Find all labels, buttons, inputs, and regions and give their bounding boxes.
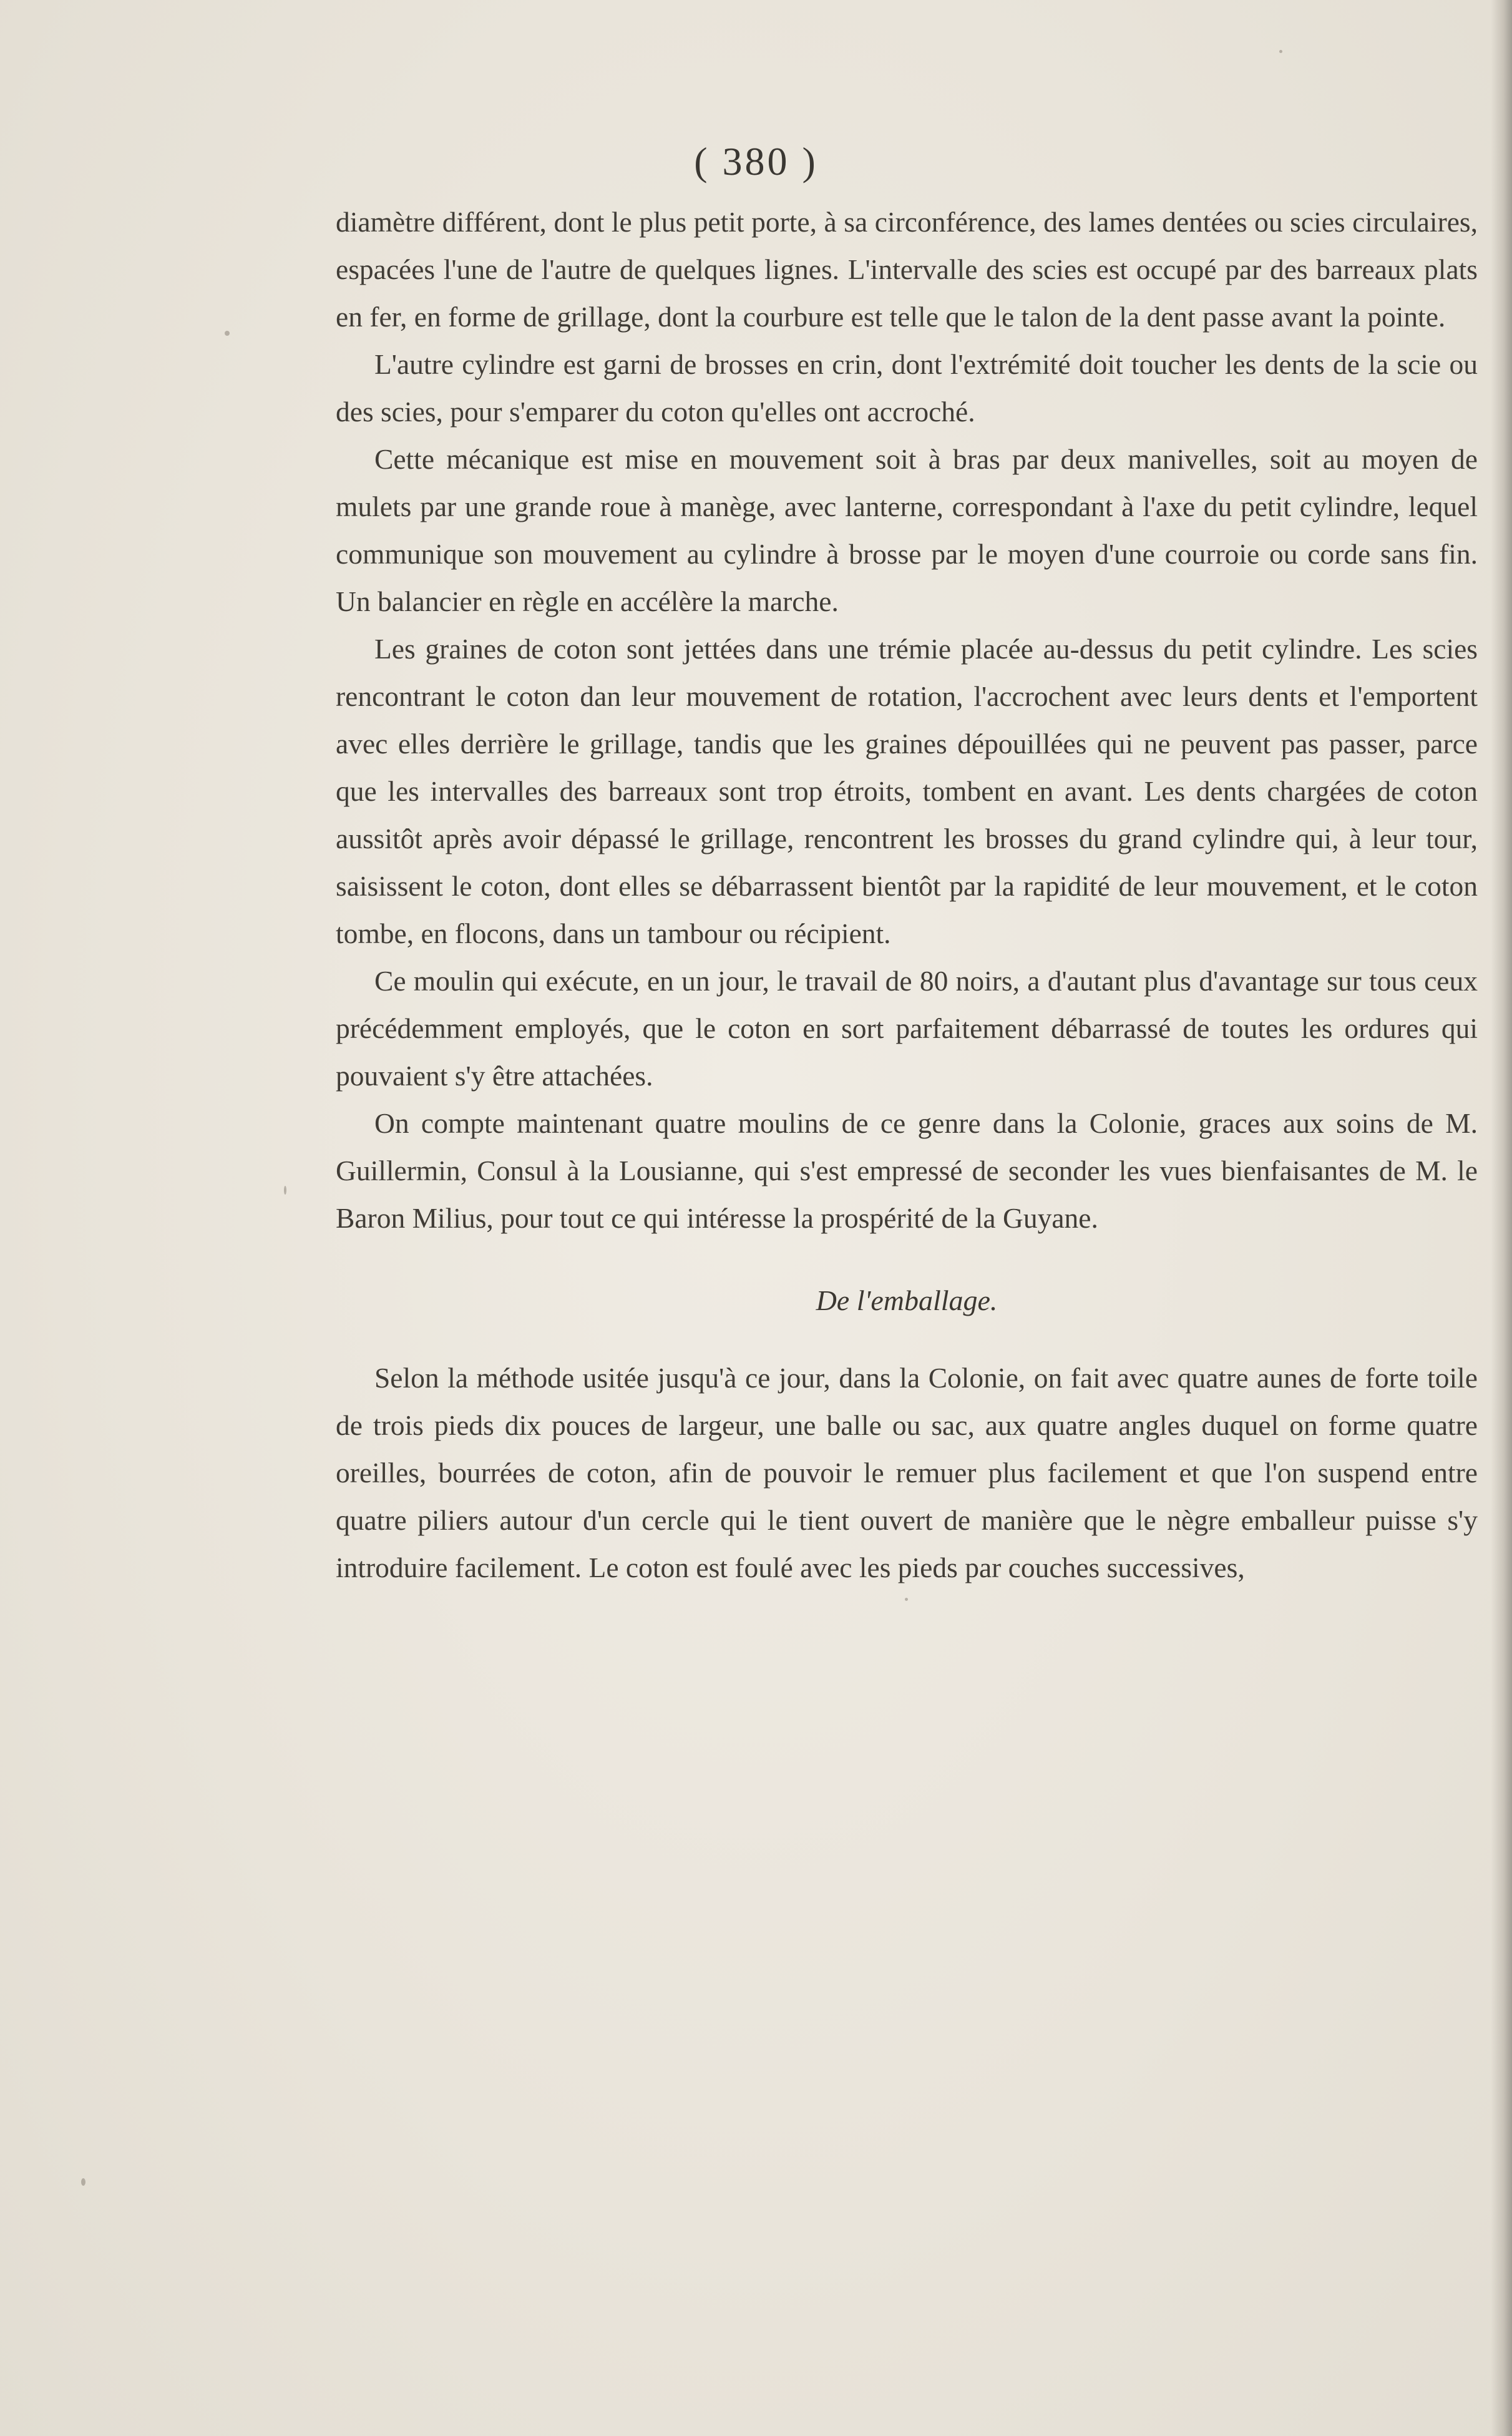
page-gutter-shadow: [1491, 0, 1512, 2436]
paragraph-2: L'autre cylindre est garni de brosses en crin, dont l'extrémité doit toucher les dents de la scie ou des scies, pour s'emparer du coton qu'elles ont accroché.: [336, 348, 1478, 428]
paragraph-3: Cette mécanique est mise en mouvement soit à bras par deux manivelles, soit au moyen de mulets par une grande roue à manège, avec lanterne, correspondant à l'axe du petit cylindre, lequel communique son mouvement au cylindre à brosse par le moyen d'une courroie ou corde sans fin. Un balancier en règle en accélère la marche.: [336, 443, 1478, 617]
paper-speck: [81, 2178, 85, 2186]
paragraph-1: diamètre différent, dont le plus petit porte, à sa circonférence, des lames dentées ou scies circulaires, espacées l'une de l'autre de quelques lignes. L'intervalle des scies est occupé par des barreaux plats en fer, en forme de grillage, dont la courbure est telle que le talon de la dent passe avant la pointe.: [336, 206, 1478, 333]
paper-speck: [225, 331, 230, 336]
body-text: [336, 198, 1478, 1592]
paper-speck: [905, 1598, 908, 1601]
paragraph-4: Les graines de coton sont jettées dans une trémie placée au-dessus du petit cylindre. Les scies rencontrant le coton dan leur mouvement de rotation, l'accrochent avec leurs dents et l'emportent avec elles derrière le grillage, tandis que les graines dépouillées qui ne peuvent pas passer, parce que les intervalles des barreaux sont trop étroits, tombent en avant. Les dents chargées de coton aussitôt après avoir dépassé le grillage, rencontrent les brosses du grand cylindre qui, à leur tour, saisissent le coton, dont elles se débarrassent bientôt par la rapidité de leur mouvement, et le coton tombe, en flocons, dans un tambour ou récipient.: [336, 633, 1478, 949]
paper-speck: [1279, 50, 1282, 53]
section-paragraph-1: Selon la méthode usitée jusqu'à ce jour, dans la Colonie, on fait avec quatre aunes de forte toile de trois pieds dix pouces de largeur, une balle ou sac, aux quatre angles duquel on forme quatre oreilles, bourrées de coton, afin de pouvoir le remuer plus facilement et que l'on suspend entre quatre piliers autour d'un cercle qui le tient ouvert de manière que le nègre emballeur puisse s'y introduire facilement. Le coton est foulé avec les pieds par couches successives,: [336, 1362, 1478, 1583]
section-heading: De l'emballage.: [816, 1284, 998, 1316]
paragraph-5: Ce moulin qui exécute, en un jour, le travail de 80 noirs, a d'autant plus d'avantage sur tous ceux précédemment employés, que le coton en sort parfaitement débarrassé de toutes les ordures qui pouvaient s'y être attachées.: [336, 965, 1478, 1092]
paragraph-6: On compte maintenant quatre moulins de ce genre dans la Colonie, graces aux soins de M. Guillermin, Consul à la Lousianne, qui s'est empressé de seconder les vues bienfaisantes de M. le Baron Milius, pour tout ce qui intéresse la prospérité de la Guyane.: [336, 1107, 1478, 1234]
page-number: ( 380 ): [694, 139, 818, 183]
paper-speck: [284, 1186, 286, 1195]
